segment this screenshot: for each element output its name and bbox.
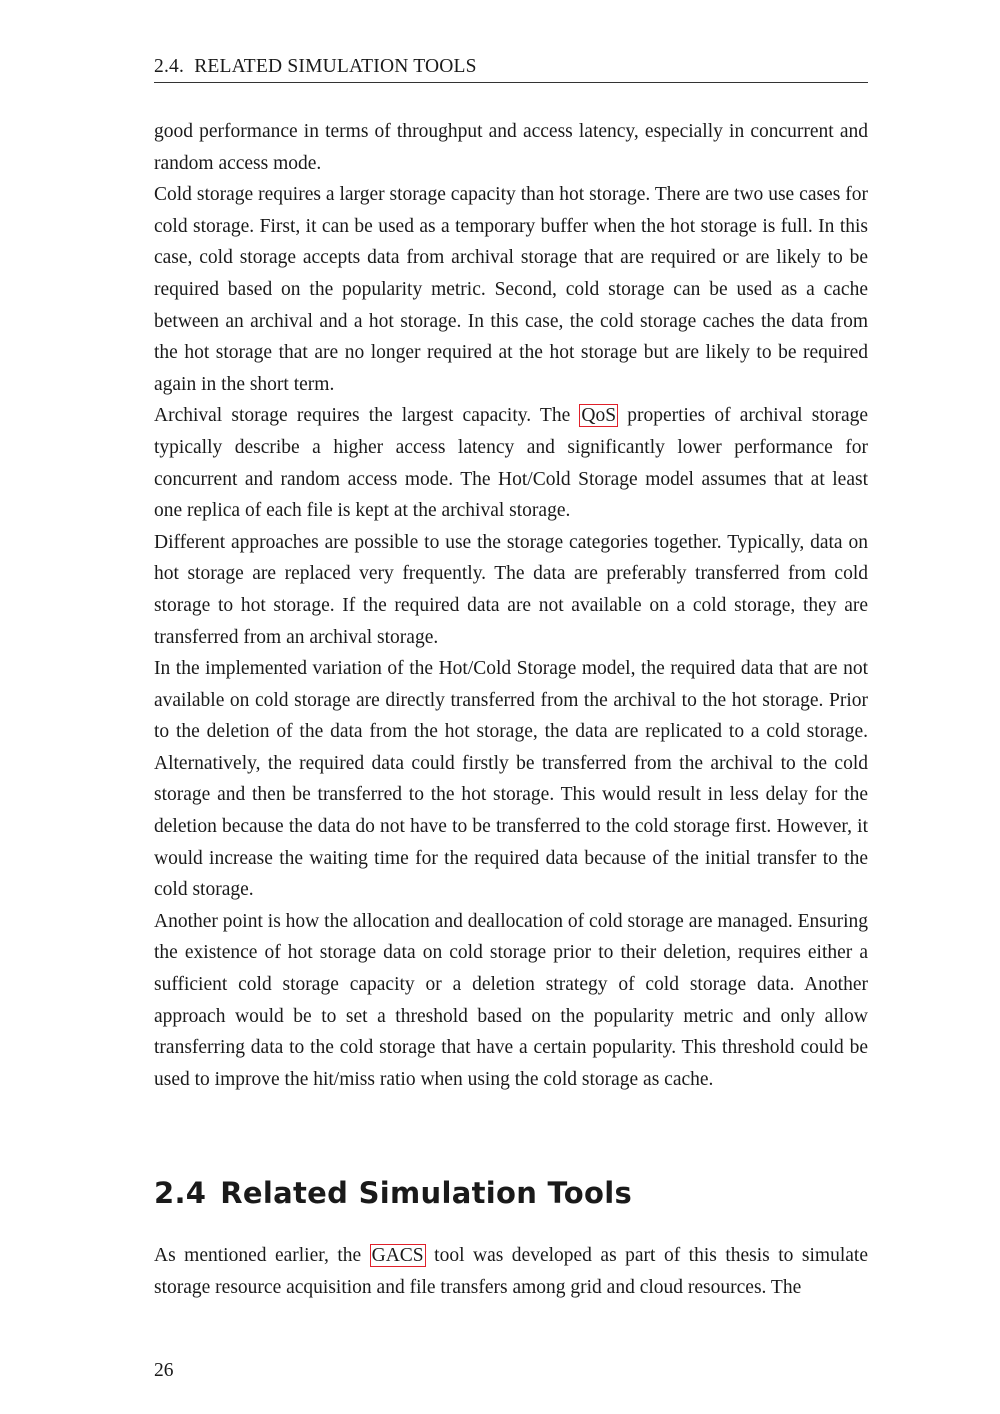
paragraph-allocation: Another point is how the allocation and deallocation of cold storage are managed. Ensuring the existence of hot storage data on cold storage prior to their deletion, requires either a sufficient cold storage capacity or a deletion strategy of cold storage data. Another approach would be to set a threshold based on the popularity metric and only allow transferring data to the cold storage that have a certain popularity. This threshold could be used to improve the hit/miss ratio when using the cold storage as cache. xyxy=(154,910,868,1090)
section-title: Related Simulation Tools xyxy=(220,1176,633,1210)
paragraph-implemented-variation: In the implemented variation of the Hot/Cold Storage model, the required data that are not available on cold storage are directly transferred from the archival to the hot storage. Prior to the deletion of the data from the hot storage, the data are replicated to a cold storage. Alternatively, the required data could firstly be transferred from the archival to the cold storage and then be transferred to the hot storage. This would result in less delay for the deletion because the data do not have to be transferred to the cold storage first. However, it would increase the waiting time for the required data because of the initial transfer to the cold storage. xyxy=(154,658,868,901)
running-header-title: RELATED SIMULATION TOOLS xyxy=(194,56,477,77)
running-header-number: 2.4. xyxy=(154,56,185,77)
qos-acronym-link[interactable]: QoS xyxy=(581,405,617,427)
paragraph-related-after: tool was developed as part of this thesis to simulate storage resource acquisition and file transfers among grid and cloud resources. The xyxy=(154,1245,868,1298)
paragraph-approaches: Different approaches are possible to use the storage categories together. Typically, data on hot storage are replaced very frequently. The data are preferably transferred from cold storage to hot storage. If the required data are not available on a cold storage, they are transferred from an archival storage. xyxy=(154,531,868,648)
section-heading xyxy=(154,1176,868,1210)
paragraph-cold-storage: Cold storage requires a larger storage capacity than hot storage. There are two use cases for cold storage. First, it can be used as a temporary buffer when the hot storage is full. In this case, cold storage accepts data from archival storage that are required or are likely to be required based on the popularity metric. Second, cold storage can be used as a cache between an archival and a hot storage. In this case, the cold storage caches the data from the hot storage that are no longer required at the hot storage but are likely to be required again in the short term. xyxy=(154,184,868,395)
section-number: 2.4 xyxy=(154,1176,207,1210)
paragraph-archival-after: properties of archival storage typically describe a higher access latency and significantly lower performance for concurrent and random access mode. The Hot/Cold Storage model assumes that at least one replica of each file is kept at the archival storage. xyxy=(154,405,869,522)
page-number: 26 xyxy=(154,1360,174,1381)
running-header xyxy=(154,56,868,83)
paragraph-related-tools xyxy=(154,1240,868,1303)
paragraph-archival-before: Archival storage requires the largest capacity. The xyxy=(154,405,580,427)
section-body xyxy=(154,1240,868,1303)
paragraph-performance-continued: good performance in terms of throughput and access latency, especially in concurrent and random access mode. xyxy=(154,121,868,174)
paragraph-archival-storage xyxy=(154,400,868,526)
paragraph-related-before: As mentioned earlier, the xyxy=(154,1245,370,1266)
body-text xyxy=(154,116,868,1095)
gacs-acronym-link[interactable]: GACS xyxy=(371,1245,424,1266)
